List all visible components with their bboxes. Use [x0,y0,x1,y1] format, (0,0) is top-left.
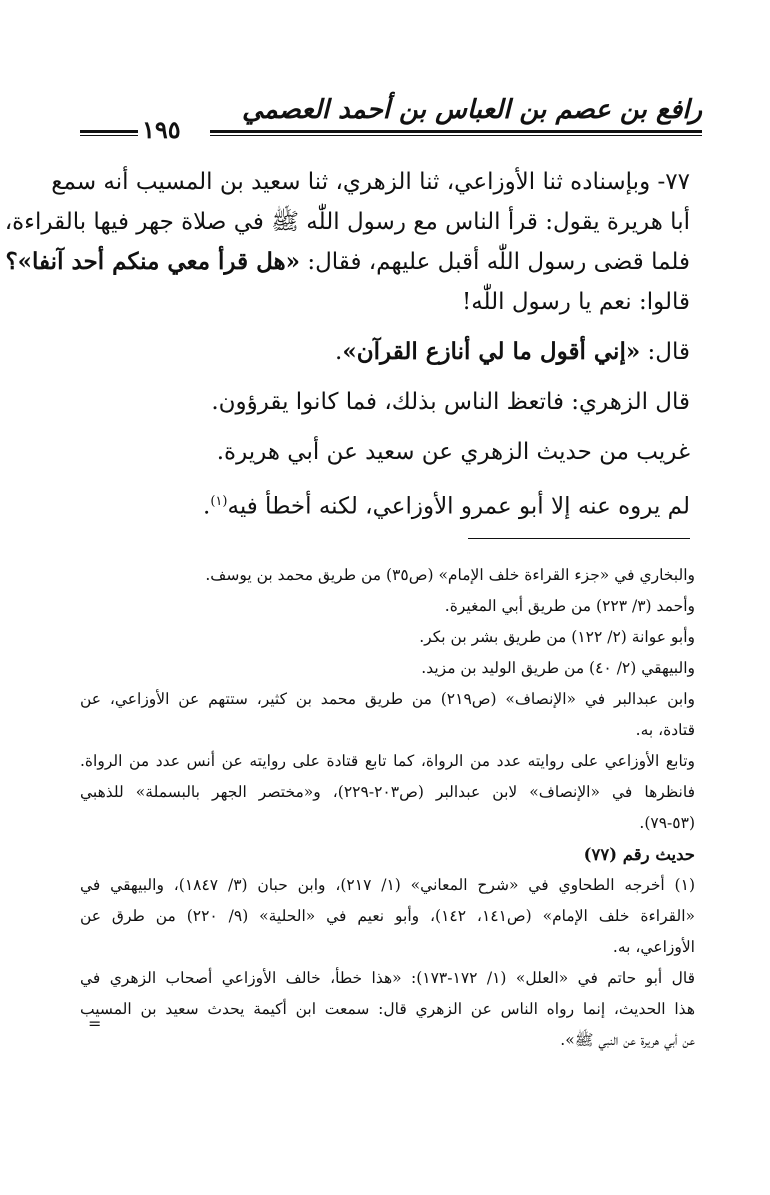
running-title: رافع بن عصم بن العباس بن أحمد العصمي [242,95,702,125]
header-rule-left [80,130,138,136]
main-text [4,162,690,527]
continuation-mark: = [88,1014,102,1033]
text-line: ٧٧- وبإسناده ثنا الأوزاعي، ثنا الزهري، ثنا سعيد بن المسيب أنه سمع [51,169,690,195]
text-line: لم يروه عنه إلا أبو عمرو الأوزاعي، لكنه أخطأ فيه$^{(١)}$. [203,493,690,520]
footnote-line: فانظرها في «الإنصاف» لابن عبدالبر (ص٢٠٣-٢٢٩)، و«مختصر الجهر بالبسملة» للذهبي [80,783,695,801]
text-span: لم يروه عنه إلا أبو عمرو الأوزاعي، لكنه أخطأ فيه [227,493,690,520]
text-span: فلما قضى رسول اللّٰه أقبل عليهم، فقال: [307,249,690,275]
footnote-line: وتابع الأوزاعي على روايته عدد من الرواة، كما تابع قتادة على روايته عن أنس عدد من الرواة. [80,752,695,770]
text-line: قالوا: نعم يا رسول اللّٰه! [461,289,690,315]
footnote-line: وأحمد (٣/ ٢٢٣) من طريق أبي المغيرة. [444,597,695,615]
footnote-line: هذا الحديث، إنما رواه الناس عن الزهري قال: سمعت ابن أكيمة يحدث سعيد بن المسيب [80,1000,695,1018]
text-span: قال: [647,339,690,365]
text-line: قال الزهري: فاتعظ الناس بذلك، فما كانوا يقرؤون. [211,389,690,415]
page-header [80,95,702,145]
footnote-line: قال أبو حاتم في «العلل» (١/ ١٧٢-١٧٣): «هذا خطأ، خالف الأوزاعي أصحاب الزهري في [80,969,695,987]
hadith-quote: «هل قرأ معي منكم أحد آنفا»؟ [5,248,301,275]
footnote-line: «القراءة خلف الإمام» (ص١٤١، ١٤٢)، وأبو نعيم في «الحلية» (٩/ ٢٢٠) من طرق عن [80,907,695,925]
header-rule [210,130,702,136]
footnote-separator [468,538,690,539]
text-line [5,242,690,282]
footnote-line: عن أبي هريرة عن النبي ﷺ». [560,1031,695,1049]
footnotes [80,560,695,1056]
text-line: قال: «إني أقول ما لي أنازع القرآن». [335,338,690,365]
footnote-line: وابن عبدالبر في «الإنصاف» (ص٢١٩) من طريق محمد بن كثير، ستتهم عن الأوزاعي، عن [80,690,695,708]
footnote-line: قتادة، به. [635,721,695,739]
footnote-line: (٥٣-٧٩). [639,814,695,832]
footnote-line: الأوزاعي، به. [612,938,695,956]
footnote-line: وأبو عوانة (٢/ ١٢٢) من طريق بشر بن بكر. [419,628,695,646]
footnote-line: والبخاري في «جزء القراءة خلف الإمام» (ص٣٥) من طريق محمد بن يوسف. [205,566,695,584]
text-line: أبا هريرة يقول: قرأ الناس مع رسول اللّٰه ﷺ في صلاة جهر فيها بالقراءة، [4,209,690,235]
footnote-line: والبيهقي (٢/ ٤٠) من طريق الوليد بن مزيد. [421,659,695,677]
text-line: غريب من حديث الزهري عن سعيد عن أبي هريرة. [216,439,690,465]
hadith-quote: «إني أقول ما لي أنازع القرآن» [342,338,641,365]
footnote-ref: (١) [210,494,228,509]
page-number: ١٩٥ [142,115,181,144]
footnote-heading: حديث رقم (٧٧) [583,845,695,864]
footnote-line: (١) أخرجه الطحاوي في «شرح المعاني» (١/ ٢١٧)، وابن حبان (٣/ ١٨٤٧)، والبيهقي في [80,876,695,894]
